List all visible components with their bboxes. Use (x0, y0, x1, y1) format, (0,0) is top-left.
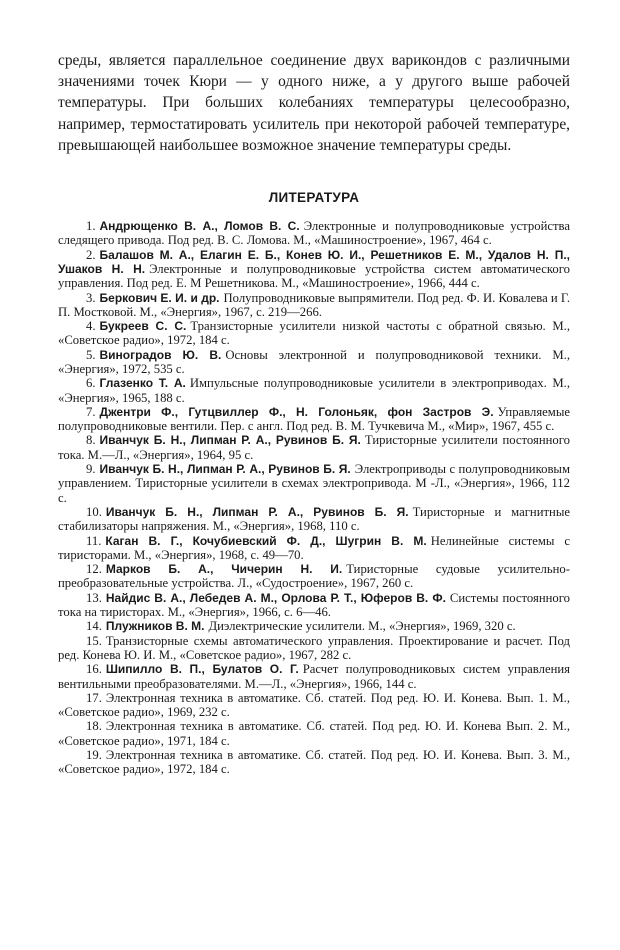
reference-number: 5. (86, 347, 96, 362)
reference-number: 17. (86, 690, 102, 705)
reference-number: 9. (86, 462, 96, 477)
reference-number: 11. (86, 533, 102, 548)
references-list (58, 219, 570, 777)
reference-text: Диэлектрические усилители. М., «Энергия», 1969, 320 с. (208, 619, 516, 634)
reference-text: Системы постоянного тока на тиристорах. М., «Энергия», 1966, с. 6—46. (58, 590, 570, 620)
reference-number: 1. (86, 219, 96, 234)
reference-number: 3. (86, 290, 96, 305)
reference-text: Тиристорные усилители постоянного тока. М.—Л., «Энергия», 1964, 95 с. (58, 433, 570, 462)
reference-text: Транзисторные усилители низкой частоты с обратной связью. М., «Советское радио», 1972, 184 с. (58, 319, 571, 348)
reference-number: 10. (86, 504, 102, 519)
reference-item (58, 462, 570, 505)
reference-text: Электронная техника в автоматике. Сб. статей. Под ред. Ю. И. Конева. Вып. 1. М., «Советское радио», 1969, 232 с. (58, 690, 570, 720)
reference-number: 7. (86, 404, 96, 419)
reference-number: 14. (86, 619, 102, 634)
reference-item (58, 662, 570, 691)
reference-authors: Каган В. Г., Кочубиевский Ф. Д., Шугрин В. М. (105, 533, 427, 548)
reference-text: Транзисторные схемы автоматического управления. Проектирование и расчет. Под ред. Конева Ю. И. М., «Советское радио», 1967, 282 с. (58, 633, 570, 662)
reference-item (58, 534, 570, 563)
reference-number: 15. (86, 633, 102, 648)
reference-text: Расчет полупроводниковых систем управления вентильными преобразователями. М.—Л., «Энергия», 1966, 144 с. (58, 662, 570, 691)
intro-paragraph: среды, является параллельное соединение двух варикондов с различными значениями точек Кюри — у одного ниже, а у другого выше рабочей температуры. При больших колебаниях температуры целесообразно, например, термостатировать усилитель при некоторой рабочей температуре, превышающей наибольшее возможное значение температуры среды. (58, 52, 570, 154)
reference-authors: Глазенко Т. А. (99, 376, 186, 391)
reference-number: 12. (86, 562, 102, 577)
reference-item (58, 433, 570, 462)
reference-text: Управляемые полупроводниковые вентили. Пер. с англ. Под ред. В. М. Тучкевича М., «Мир», 1967, 455 с. (58, 404, 570, 434)
references-heading: ЛИТЕРАТУРА (268, 190, 360, 206)
reference-item (58, 291, 570, 320)
reference-text: Электронная техника в автоматике. Сб. статей. Под ред. Ю. И. Конева Вып. 2. М., «Советское радио», 1971, 184 с. (58, 719, 570, 748)
reference-item (58, 348, 570, 377)
reference-item (58, 619, 570, 633)
reference-text: Электронная техника в автоматике. Сб. статей. Под ред. Ю. И. Конева. Вып. 3. М., «Советское радио», 1972, 184 с. (58, 748, 570, 777)
reference-authors: Найдис В. А., Лебедев А. М., Орлова Р. Т., Юферов В. Ф. (105, 590, 446, 605)
reference-authors: Иванчук Б. Н., Липман Р. А., Рувинов Б. Я. (99, 433, 361, 448)
reference-number: 16. (86, 662, 102, 677)
reference-authors: Виноградов Ю. В. (99, 347, 222, 362)
reference-item (58, 562, 570, 591)
reference-text: Импульсные полупроводниковые усилители в электроприводах. М., «Энергия», 1965, 188 с. (58, 376, 570, 405)
reference-authors: Иванчук Б. Н., Липман Р. А., Рувинов Б. Я. (99, 462, 351, 477)
reference-authors: Шипилло В. П., Булатов О. Г. (105, 662, 299, 677)
reference-number: 18. (86, 719, 102, 734)
reference-item (58, 319, 570, 348)
reference-item (58, 691, 570, 720)
reference-item (58, 591, 570, 620)
reference-authors: Беркович Е. И. и др. (99, 290, 220, 305)
reference-authors: Балашов М. А., Елагин Е. Б., Конев Ю. И., Решетников Е. М., Удалов Н. П., Ушаков Н. Н. (58, 247, 570, 276)
reference-text: Тиристорные и магнитные стабилизаторы напряжения. М., «Энергия», 1968, 110 с. (58, 504, 570, 534)
reference-number: 4. (86, 319, 96, 334)
reference-number: 8. (86, 433, 96, 448)
reference-text: Электроприводы с полупроводниковым управлением. Тиристорные усилители в схемах электропривода. М -Л., «Энергия», 1966, 112 с. (58, 462, 570, 505)
reference-item (58, 376, 570, 405)
reference-number: 6. (86, 376, 96, 391)
reference-text: Полупроводниковые выпрямители. Под ред. Ф. И. Ковалева и Г. П. Мостковой. М., «Энергия», 1967, с. 219—266. (58, 290, 570, 319)
reference-authors: Букреев С. С. (99, 319, 187, 334)
reference-text: Электронные и полупроводниковые устройства систем автоматического управления. Под ред. Е. М Решетникова. М., «Машиностроение», 1966, 444 с. (58, 261, 570, 291)
reference-item (58, 505, 570, 534)
book-page (58, 50, 570, 777)
reference-authors: Андрющенко В. А., Ломов В. С. (99, 219, 300, 234)
reference-authors: Иванчук Б. Н., Липман Р. А., Рувинов Б. Я. (105, 504, 409, 519)
reference-item (58, 748, 570, 777)
reference-authors: Джентри Ф., Гутцвиллер Ф., Н. Голоньяк, фон Застров Э. (99, 404, 494, 419)
reference-item (58, 405, 570, 434)
reference-number: 13. (86, 590, 102, 605)
reference-item (58, 219, 570, 248)
reference-text: Тиристорные судовые усилительно-преобразовательные устройства. Л., «Судостроение», 1967, 260 с. (58, 562, 571, 591)
reference-item (58, 248, 570, 291)
reference-text: Электронные и полупроводниковые устройства следящего привода. Под ред. В. С. Ломова. М., «Машиностроение», 1967, 464 с. (58, 219, 570, 248)
reference-text: Основы электронной и полупроводниковой техники. М., «Энергия», 1972, 535 с. (58, 347, 570, 376)
reference-number: 19. (86, 748, 102, 762)
reference-authors: Плужников В. М. (105, 619, 205, 634)
reference-text: Нелинейные системы с тиристорами. М., «Энергия», 1968, с. 49—70. (58, 533, 570, 562)
reference-number: 2. (86, 247, 96, 262)
reference-item (58, 634, 570, 663)
reference-authors: Марков Б. А., Чичерин Н. И. (105, 562, 343, 577)
reference-item (58, 719, 570, 748)
